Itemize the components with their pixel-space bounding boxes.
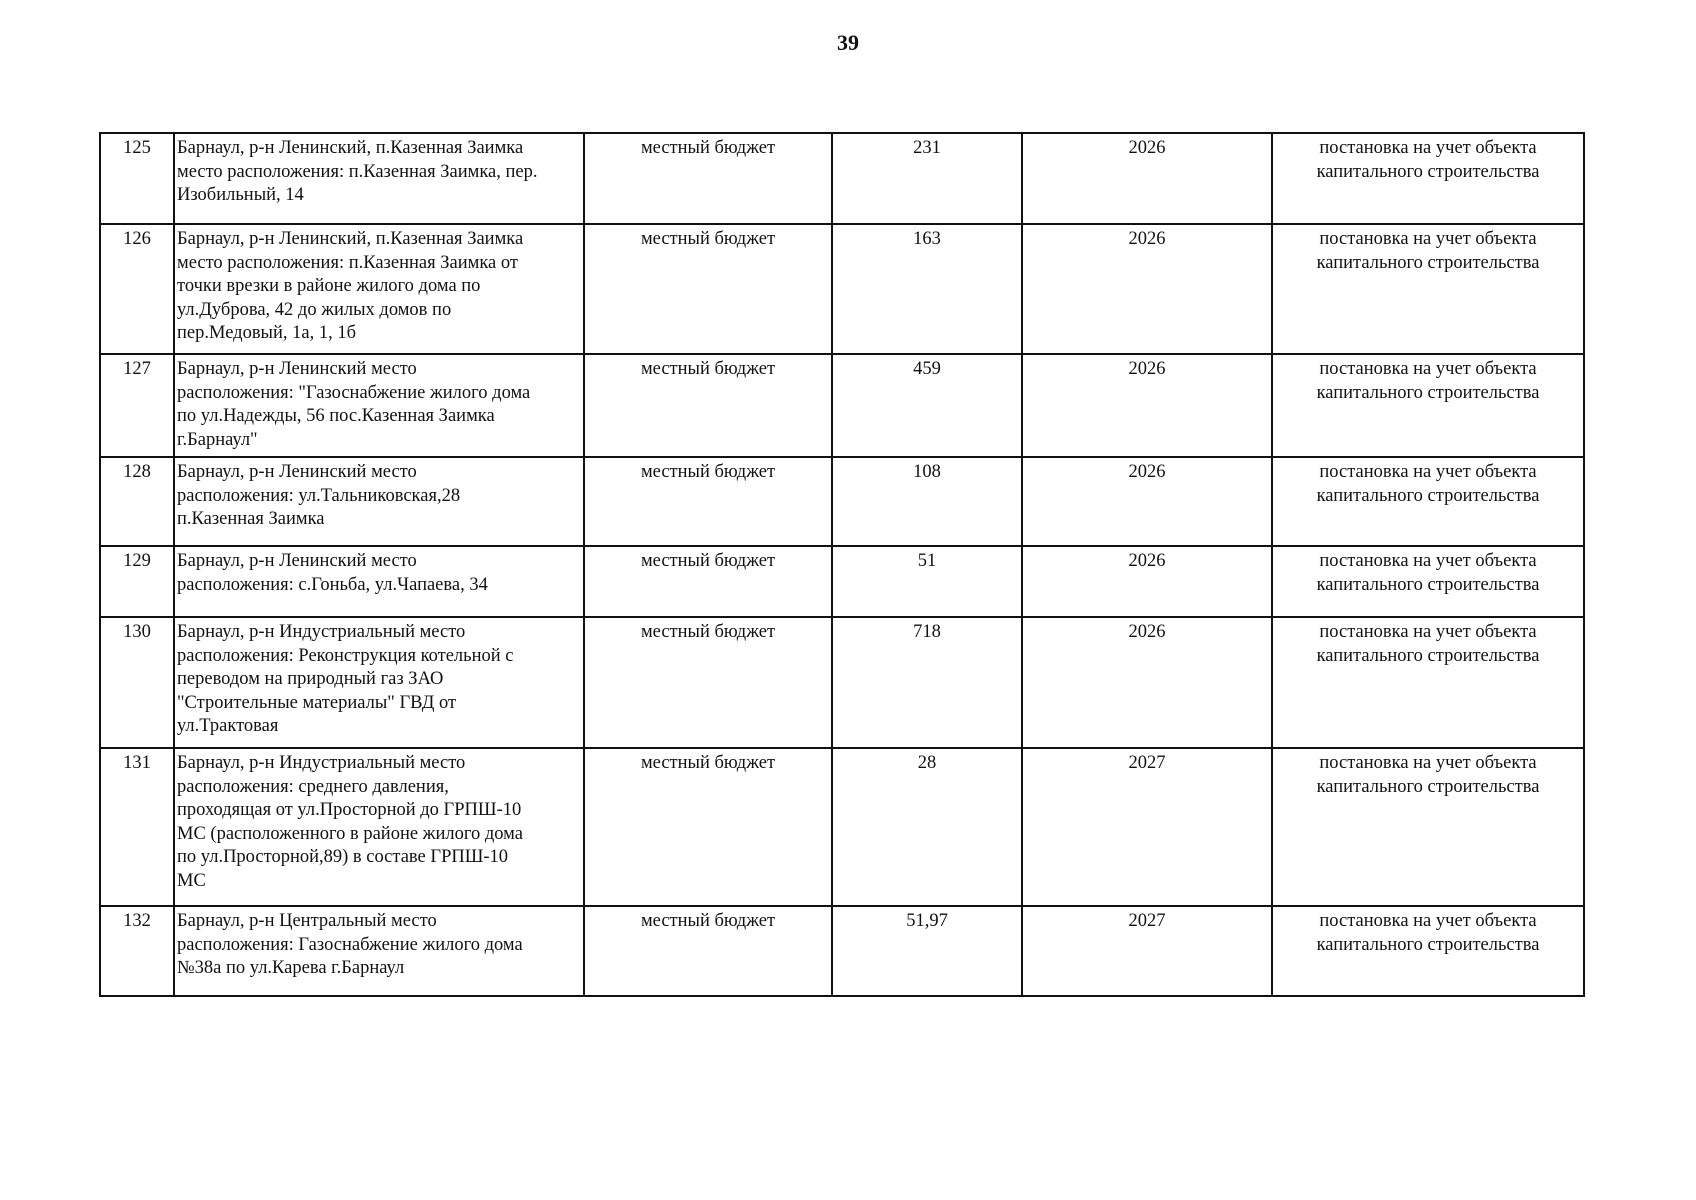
row-number: 125 — [100, 133, 174, 224]
amount: 51,97 — [832, 906, 1022, 996]
amount: 163 — [832, 224, 1022, 354]
table-row — [100, 906, 1584, 996]
note: постановка на учет объекта капитального строительства — [1272, 457, 1584, 546]
year: 2026 — [1022, 546, 1272, 617]
objects-table — [99, 132, 1585, 997]
table-row — [100, 457, 1584, 546]
year: 2026 — [1022, 354, 1272, 457]
object-address: Барнаул, р-н Ленинский место расположения: с.Гоньба, ул.Чапаева, 34 — [174, 546, 584, 617]
table-row — [100, 133, 1584, 224]
row-number: 131 — [100, 748, 174, 906]
year: 2027 — [1022, 748, 1272, 906]
funding-source: местный бюджет — [584, 224, 832, 354]
funding-source: местный бюджет — [584, 617, 832, 748]
table-row — [100, 546, 1584, 617]
note: постановка на учет объекта капитального строительства — [1272, 906, 1584, 996]
note: постановка на учет объекта капитального строительства — [1272, 748, 1584, 906]
row-number: 129 — [100, 546, 174, 617]
amount: 231 — [832, 133, 1022, 224]
note: постановка на учет объекта капитального строительства — [1272, 354, 1584, 457]
amount: 51 — [832, 546, 1022, 617]
note: постановка на учет объекта капитального строительства — [1272, 617, 1584, 748]
year: 2027 — [1022, 906, 1272, 996]
object-address: Барнаул, р-н Индустриальный место расположения: среднего давления, проходящая от ул.Просторной до ГРПШ-10 МС (расположенного в районе жилого дома по ул.Просторной,89) в составе ГРПШ-10 МС — [174, 748, 584, 906]
amount: 459 — [832, 354, 1022, 457]
amount: 28 — [832, 748, 1022, 906]
table-body — [100, 133, 1584, 996]
row-number: 128 — [100, 457, 174, 546]
note: постановка на учет объекта капитального строительства — [1272, 546, 1584, 617]
funding-source: местный бюджет — [584, 906, 832, 996]
object-address: Барнаул, р-н Ленинский, п.Казенная Заимка место расположения: п.Казенная Заимка, пер. Изобильный, 14 — [174, 133, 584, 224]
table-row — [100, 224, 1584, 354]
amount: 718 — [832, 617, 1022, 748]
funding-source: местный бюджет — [584, 354, 832, 457]
amount: 108 — [832, 457, 1022, 546]
year: 2026 — [1022, 224, 1272, 354]
funding-source: местный бюджет — [584, 457, 832, 546]
object-address: Барнаул, р-н Центральный место расположения: Газоснабжение жилого дома №38а по ул.Карева г.Барнаул — [174, 906, 584, 996]
object-address: Барнаул, р-н Ленинский место расположения: "Газоснабжение жилого дома по ул.Надежды, 56 пос.Казенная Заимка г.Барнаул" — [174, 354, 584, 457]
object-address: Барнаул, р-н Индустриальный место расположения: Реконструкция котельной с переводом на природный газ ЗАО "Строительные материалы" ГВД от ул.Трактовая — [174, 617, 584, 748]
object-address: Барнаул, р-н Ленинский, п.Казенная Заимка место расположения: п.Казенная Заимка от точки врезки в районе жилого дома по ул.Дуброва, 42 до жилых домов по пер.Медовый, 1а, 1, 1б — [174, 224, 584, 354]
row-number: 132 — [100, 906, 174, 996]
note: постановка на учет объекта капитального строительства — [1272, 224, 1584, 354]
note: постановка на учет объекта капитального строительства — [1272, 133, 1584, 224]
year: 2026 — [1022, 617, 1272, 748]
row-number: 127 — [100, 354, 174, 457]
object-address: Барнаул, р-н Ленинский место расположения: ул.Тальниковская,28 п.Казенная Заимка — [174, 457, 584, 546]
funding-source: местный бюджет — [584, 133, 832, 224]
table-row — [100, 617, 1584, 748]
table-row — [100, 354, 1584, 457]
row-number: 126 — [100, 224, 174, 354]
row-number: 130 — [100, 617, 174, 748]
year: 2026 — [1022, 457, 1272, 546]
year: 2026 — [1022, 133, 1272, 224]
table-row — [100, 748, 1584, 906]
page-number: 39 — [837, 30, 859, 55]
funding-source: местный бюджет — [584, 546, 832, 617]
funding-source: местный бюджет — [584, 748, 832, 906]
